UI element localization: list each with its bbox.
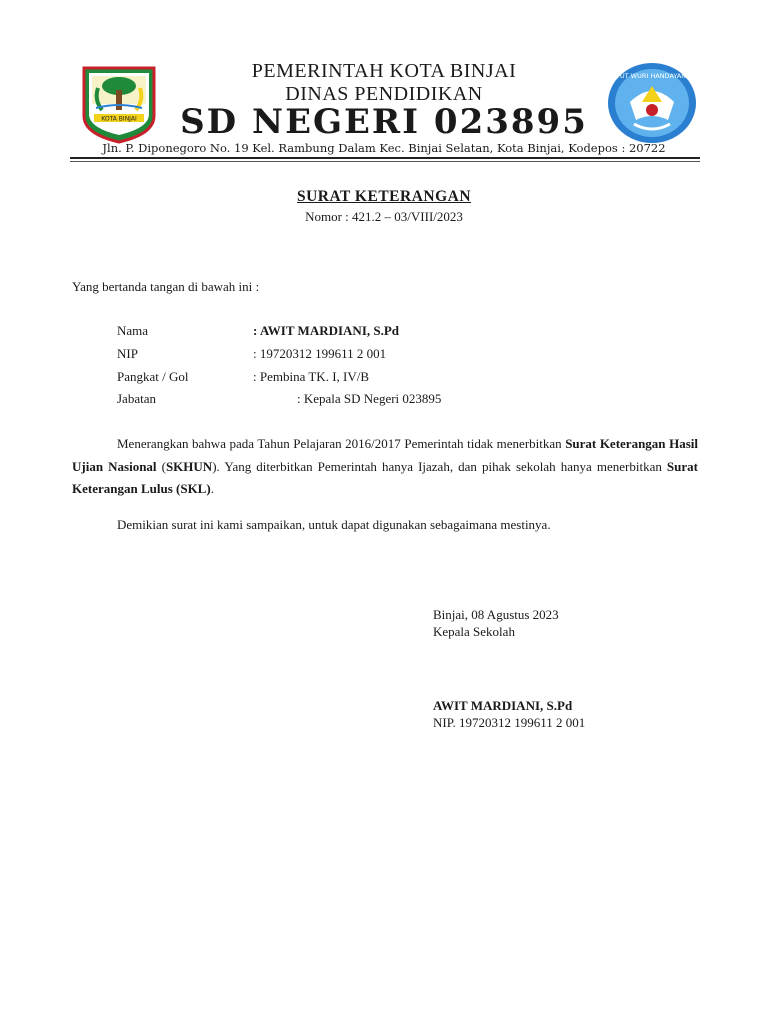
body-paragraph-1 [72,433,698,501]
field-value-name: : AWIT MARDIANI, S.Pd [253,323,400,338]
field-value-position: : Kepala SD Negeri 023895 [297,391,442,406]
p1-text-e: ). Yang diterbitkan Pemerintah hanya Ijazah, dan pihak sekolah hanya menerbitkan [212,458,667,474]
header-department: DINAS PENDIDIKAN [285,83,483,105]
signature-nip: NIP. 19720312 199611 2 001 [433,715,586,730]
svg-text:TUT WURI HANDAYANI: TUT WURI HANDAYANI [615,72,689,80]
header-school-name: SD NEGERI 023895 [180,102,588,142]
field-value-rank: : Pembina TK. I, IV/B [253,369,370,384]
p1-text-skhun-full: Surat Keterangan Hasil Ujian Nasional [72,436,698,474]
p1-text-a: Menerangkan bahwa pada Tahun Pelajaran 2016/2017 Pemerintah tidak menerbitkan [117,436,566,451]
letter-intro: Yang bertanda tangan di bawah ini : [72,279,260,294]
p1-text-skhun: SKHUN [165,458,213,474]
header-government: PEMERINTAH KOTA BINJAI [251,60,517,82]
p1-text-skl: Surat Keterangan Lulus (SKL) [72,458,698,496]
signature-name: AWIT MARDIANI, S.Pd [433,698,573,713]
header-address: Jln. P. Diponegoro No. 19 Kel. Rambung Dalam Kec. Binjai Selatan, Kota Binjai, Kodepos : 20722 [102,141,666,155]
letter-title: SURAT KETERANGAN [296,188,472,205]
field-label-position: Jabatan [117,391,156,406]
field-label-name: Nama [117,323,149,338]
letter-number: Nomor : 421.2 – 03/VIII/2023 [305,209,463,224]
header-divider-thin [70,161,700,162]
field-value-nip: : 19720312 199611 2 001 [253,346,387,361]
body-paragraph-2: Demikian surat ini kami sampaikan, untuk dapat digunakan sebagaimana mestinya. [117,517,551,532]
p1-text-c: ( [156,458,166,474]
svg-text:KOTA BINJAI: KOTA BINJAI [101,115,137,123]
field-label-nip: NIP [117,346,138,361]
signature-position: Kepala Sekolah [433,624,515,639]
p1-text-g: . [210,481,214,496]
signature-place-date: Binjai, 08 Agustus 2023 [433,607,559,622]
field-label-rank: Pangkat / Gol [117,369,189,384]
header-divider [70,157,700,159]
